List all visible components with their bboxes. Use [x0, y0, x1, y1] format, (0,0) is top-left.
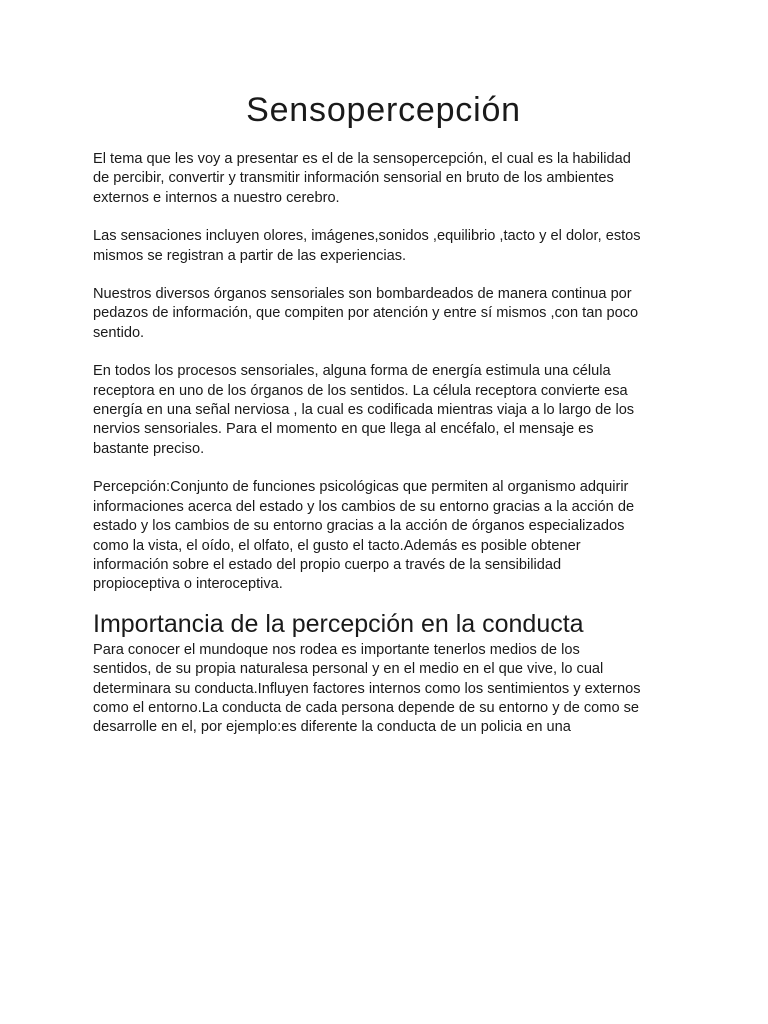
paragraph-perception-definition: Percepción:Conjunto de funciones psicológicas que permiten al organismo adquirir informaciones acerca del estado y los cambios de su entorno gracias a la acción de estado y los cambios de su entorno gracias a la acción de órganos especializados como la vista, el oído, el olfato, el gusto el tacto.Además es posible obtener información sobre el estado del propio cuerpo a través de la sensibilidad propioceptiva o interoceptiva. [93, 479, 635, 593]
paragraph-sensory-organs: Nuestros diversos órganos sensoriales son bombardeados de manera continua por pedazos de información, que compiten por atención y entre sí mismos ,con tan poco sentido. [93, 286, 639, 341]
document-title: Sensopercepción [246, 91, 521, 129]
section-heading: Importancia de la percepción en la conducta [93, 609, 584, 638]
paragraph-importance: Para conocer el mundoque nos rodea es importante tenerlos medios de los sentidos, de su propia naturalesa personal y en el medio en el que vive, lo cual determinara su conducta.Influyen factores internos como los sentimientos y externos como el entorno.La conducta de cada persona depende de su entorno y de como se desarrolle en el, por ejemplo:es diferente la conducta de un policia en una [93, 641, 641, 736]
paragraph-sensations: Las sensaciones incluyen olores, imágenes,sonidos ,equilibrio ,tacto y el dolor, estos mismos se registran a partir de las experiencias. [93, 228, 641, 264]
paragraph-intro: El tema que les voy a presentar es el de la sensopercepción, el cual es la habilidad de percibir, convertir y transmitir información sensorial en bruto de los ambientes externos e internos a nuestro cerebro. [93, 151, 631, 206]
paragraph-sensory-processes: En todos los procesos sensoriales, alguna forma de energía estimula una célula receptora en uno de los órganos de los sentidos. La célula receptora convierte esa energía en una señal nerviosa , la cual es codificada mientras viaja a lo largo de los nervios sensoriales. Para el momento en que llega al encéfalo, el mensaje es bastante preciso. [93, 363, 635, 457]
